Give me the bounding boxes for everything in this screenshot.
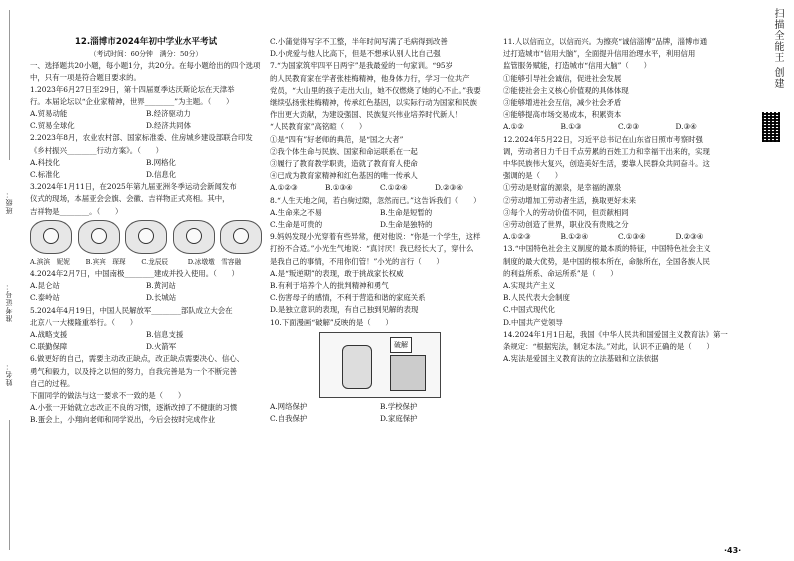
question-text: 6.做更好的自己，需要主动改正缺点，改正缺点需要决心、信心、 (30, 354, 244, 364)
binding-line (9, 10, 10, 160)
option[interactable]: C.龙辰辰 (141, 257, 169, 266)
statement: ④已成为教育家精神和红色基因的唯一传承人 (270, 171, 418, 181)
option[interactable]: A.小张一开始就立志改正不良的习惯，逐渐改掉了不健康的习惯 (30, 403, 238, 413)
option[interactable]: C.联勤保障 (30, 342, 68, 352)
option[interactable]: A.①②③ (503, 232, 531, 242)
option[interactable]: C.自我保护 (270, 414, 308, 424)
question-options (270, 182, 490, 194)
question-text: 调，劳动者日力千日千点劳累的百姓工力和幸福干出来的，实现 (503, 146, 710, 156)
question-text: 2.2023年8月，农业农村部、国家标准委、住房城乡建设部联合印发 (30, 133, 253, 143)
option[interactable]: B.有利于培养个人的批判精神和勇气 (270, 281, 389, 291)
cartoon-image (319, 332, 441, 398)
option[interactable]: C.①③④ (618, 232, 646, 242)
statement: ①能够引导社会诚信，促进社会发展 (503, 73, 622, 83)
option[interactable]: A.宪法是爱国主义教育法的立法基础和立法依据 (503, 354, 659, 364)
option[interactable]: A.滨滨 妮妮 (30, 257, 70, 266)
option[interactable]: B.网格化 (146, 157, 176, 167)
option[interactable]: B.经济驱动力 (146, 109, 191, 118)
mascot-image (78, 220, 120, 254)
statement: ②劳动增加工劳动者生活，换取更好未来 (503, 195, 637, 205)
question-text: 强调的是（ ） (503, 171, 563, 181)
mascot-image (30, 220, 72, 254)
question-text: 勇气和毅力，以及持之以恒的努力，自我完善是为一个不断完善 (30, 366, 237, 376)
question-text: 作出更大贡献，为建设强国、民族复兴伟业培养时代新人！ (270, 110, 463, 120)
question-options (30, 157, 262, 181)
question-text: “人民教育家”高铭暄（ ） (270, 122, 367, 132)
question-text: 行。本届论坛以“企业家精神，世界________”为主题。（ ） (30, 96, 234, 106)
question-text: 制度的最大优势，是中国的根本所在，命脉所在，全国各族人民 (503, 256, 710, 266)
option[interactable]: A.网络保护 (270, 401, 308, 411)
question-text: 仪式的现场，本届亚会会旗、会徽、吉祥物正式亮相。其中， (30, 194, 230, 204)
cartoon-device (390, 355, 426, 391)
question-text: 14.2024年1月1日起，我国《中华人民共和国爱国主义教育法》第一条规定：“根据宪法，制定本法。”对此，认识不正确的是（ ） (503, 329, 728, 352)
option[interactable]: D.家庭保护 (380, 414, 418, 424)
option[interactable]: A.实现共产主义 (503, 281, 556, 291)
statement: ①劳动是财富的源泉，是幸福的源泉 (503, 183, 622, 193)
question-text: 自己的过程。 (30, 378, 75, 388)
option[interactable]: C.②③ (618, 122, 639, 132)
option[interactable]: B.生命是短暂的 (380, 207, 433, 217)
option[interactable]: D.冰墩墩 雪容融 (187, 257, 242, 266)
speech-bubble: 破解 (390, 337, 412, 353)
question-text: 《乡村振兴________行动方案》。（ ） (30, 145, 164, 155)
question-text: 党员，“大山里的孩子走出大山，她不仅燃烧了她的心不止。”我要 (270, 85, 481, 95)
question-text: 5.2024年4月19日，中国人民解放军________部队成立大会在 (30, 305, 233, 315)
option[interactable]: B.宾宾 琛琛 (85, 257, 126, 266)
question-text: 12.2024年5月22日，习近平总书记在山东省日照市考察时强 (503, 134, 703, 144)
option[interactable]: C.中国式现代化 (503, 305, 556, 315)
question-text: 下面同学的做法与这一要求不一致的是（ ） (30, 391, 186, 401)
question-text: 7.“为国家筑牢四平日两宇”是我最爱的一句家训。“95岁 (270, 61, 453, 71)
option[interactable]: C.①②④ (380, 183, 408, 193)
exam-title: 12.淄博市2024年初中学业水平考试 (74, 37, 218, 47)
name-field-label: 姓名： (5, 362, 13, 386)
option[interactable]: A.战略支援 (30, 330, 68, 340)
option[interactable]: C.小蒲觉得写字不工整，半年时间写满了毛病得到改善 (270, 37, 448, 46)
mascot-image (173, 220, 215, 254)
option[interactable]: A.是“叛逆期”的表现，敢于挑战家长权威 (270, 268, 404, 278)
column-left (30, 36, 262, 427)
section-instructions: 一、选择题共20小题，每小题1分，共20分。在每小题给出的四个选项中，只有一项是符合题目要求的。 (30, 61, 261, 82)
statement: ③履行了教育教学职责，造就了教育育人使命 (270, 159, 418, 169)
mascot-images (30, 220, 262, 254)
option[interactable]: B.蛋会上，小翔向老师和同学说出，今后会按时完成作业 (30, 415, 216, 425)
option[interactable]: B.黄河站 (146, 281, 176, 291)
option[interactable]: C.生命是可贵的 (270, 220, 323, 230)
option[interactable]: C.标准化 (30, 170, 60, 180)
statement: ②我个体生命与民族、国家和命运联系在一起 (270, 146, 418, 156)
question-options (30, 329, 262, 353)
option[interactable]: D.②③④ (675, 232, 704, 242)
question-text: 吉祥物是________。（ ） (30, 206, 123, 216)
option[interactable]: C.伤害母子的感情，不利于营造和谐的家庭关系 (270, 293, 426, 303)
option[interactable]: D.生命是独特的 (380, 220, 433, 230)
question-text: 13.“中国特色社会主义制度的最本质的特征，中国特色社会主义 (503, 244, 711, 254)
question-text: 1.2023年6月27日至29日，第十四届夏季达沃斯论坛在天津举 (30, 84, 235, 94)
option[interactable]: B.学校保护 (380, 401, 418, 411)
question-text: 的利益所系、命运所系”是（ ） (503, 268, 618, 278)
column-right (503, 36, 733, 365)
option[interactable]: C.贸易全球化 (30, 121, 75, 131)
statement: ④劳动创造了世界，职业没有贵贱之分 (503, 220, 629, 230)
option[interactable]: A.①②③ (270, 183, 298, 193)
statement: ①是“四有”好老师的典范，是“国之大者” (270, 134, 404, 144)
option[interactable]: C.泰岭站 (30, 293, 60, 303)
question-text: 中华民族伟大复兴，创造美好生活，要靠人民群众共同奋斗。这 (503, 159, 710, 169)
option[interactable]: D.中国共产党领导 (503, 317, 563, 327)
statement: ④能够提高市场交易成本，积累资本 (503, 110, 622, 120)
cartoon-figure (342, 345, 372, 389)
question-options (270, 207, 490, 231)
question-options (30, 108, 262, 132)
page-number: ·43· (724, 546, 742, 555)
mascot-image (125, 220, 167, 254)
option[interactable]: D.是独立意识的表现，有自己独到见解的表现 (270, 305, 419, 315)
option[interactable]: D.信息化 (146, 170, 177, 180)
question-options (30, 256, 262, 268)
exam-subtitle: （考试时间：60分钟 满分：50分） (89, 50, 203, 59)
question-text: 3.2024年1月11日，在2025年第九届亚洲冬季运动会新闻发布 (30, 182, 237, 192)
question-text: 北京八一大楼隆重举行。（ ） (30, 317, 138, 327)
option[interactable]: B.①③ (560, 122, 582, 132)
option[interactable]: A.生命来之不易 (270, 207, 323, 217)
question-text: 打扮不合适。”小光生气地说：“真讨厌！我已经长大了，穿什么 (270, 244, 474, 254)
question-text: 监管服务赋能，打造城市“信用大脑”（ ） (503, 61, 651, 71)
class-field-label: 班级： (5, 190, 13, 214)
binding-line (9, 420, 10, 550)
statement: ②能使社会主义核心价值观的具体体现 (503, 85, 629, 95)
option[interactable]: B.①②④ (560, 232, 589, 242)
option[interactable]: B.人民代表大会制度 (503, 293, 570, 303)
option[interactable]: A.科技化 (30, 157, 60, 167)
question-options (270, 401, 490, 425)
question-text: 8.“人生天地之间，若白驹过隙，忽然而已。”这告诉我们（ ） (270, 195, 481, 205)
question-options (503, 121, 733, 133)
number-field-label: 准考证号： (5, 282, 13, 322)
option[interactable]: D.火箭军 (146, 342, 177, 352)
option[interactable]: D.③④ (675, 122, 697, 132)
binding-margin (0, 0, 30, 561)
option[interactable]: A.①② (503, 122, 524, 132)
option[interactable]: B.信息支援 (146, 330, 184, 340)
question-text: 10.下面漫画“破解”反映的是（ ） (270, 317, 393, 327)
mascot-image (220, 220, 262, 254)
question-text: 4.2024年2月7日，中国南极________建成并投入使用。（ ） (30, 269, 239, 279)
column-middle (270, 36, 490, 425)
option[interactable]: D.长城站 (146, 293, 177, 303)
option[interactable]: A.昆仑站 (30, 281, 60, 291)
option[interactable]: D.小虎爱与他人比高下，但是不想承认别人比自己强 (270, 49, 441, 59)
question-text: 过打造城市“信用大脑”，全面提升信用治理水平，利用信用 (503, 49, 696, 59)
option[interactable]: B.①③④ (325, 183, 353, 193)
watermark-text: 扫描全能王 创建 (772, 8, 783, 90)
option[interactable]: D.②③④ (435, 183, 463, 193)
statement: ③能够增进社会互信，减少社会矛盾 (503, 98, 622, 108)
option[interactable]: A.贸易动能 (30, 109, 68, 118)
question-text: 11.人以信而立，以信而兴。为擦亮“诚信淄博”品牌，淄博市通 (503, 37, 708, 46)
qr-code-icon (762, 112, 780, 142)
question-options (503, 231, 733, 243)
question-options (30, 280, 262, 304)
question-text: 9.妈妈发现小光穿着有些异常，便对他说：“你是一个学生，这样 (270, 232, 481, 242)
question-text: 的人民教育家在学者张桂梅精神，他身体力行，学习一位共产 (270, 73, 470, 83)
question-text: 继续弘扬张桂梅精神，传承红色基因，以实际行动为国家和民族 (270, 98, 477, 108)
question-text: 是我自己的事情，不用你们管！”小光的言行（ ） (270, 256, 444, 266)
option[interactable]: D.经济共同体 (146, 121, 191, 131)
statement: ③每个人的劳动价值不同，但贡献相同 (503, 207, 629, 217)
